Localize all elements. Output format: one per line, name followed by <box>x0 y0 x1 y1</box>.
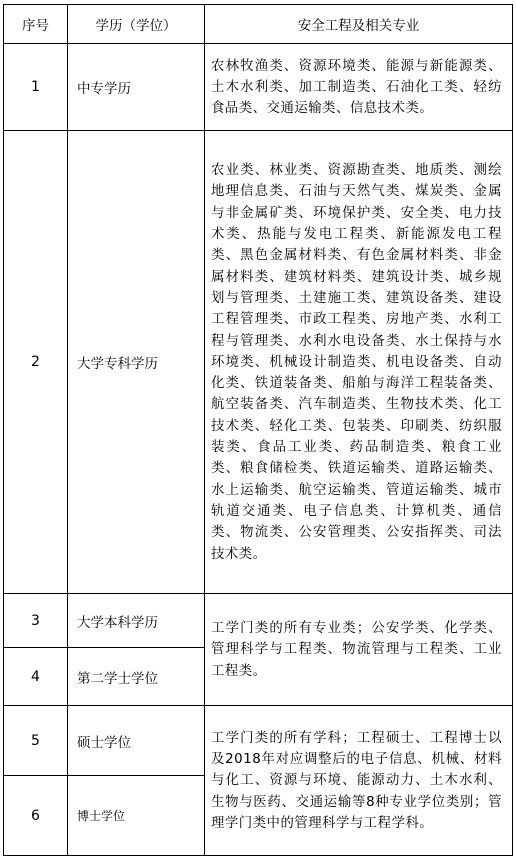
degree-cell: 中专学历 <box>68 44 205 131</box>
table-row <box>4 594 513 648</box>
degree-cell: 第二学士学位 <box>68 648 205 706</box>
row-number: 6 <box>4 776 68 856</box>
safety-engineering-table <box>3 4 513 856</box>
majors-cell: 农林牧渔类、资源环境类、能源与新能源类、土木水利类、加工制造类、石油化工类、轻纺食品类、交通运输类、信息技术类。 <box>205 44 513 131</box>
header-majors: 安全工程及相关专业 <box>205 5 513 44</box>
degree-cell: 博士学位 <box>68 776 205 856</box>
header-degree: 学历（学位） <box>68 5 205 44</box>
header-seq: 序号 <box>4 5 68 44</box>
row-number: 1 <box>4 44 68 131</box>
majors-cell: 农业类、林业类、资源勘查类、地质类、测绘地理信息类、石油与天然气类、煤炭类、金属与非金属矿类、环境保护类、安全类、电力技术类、热能与发电工程类、新能源发电工程类、黑色金属材料类、有色金属材料类、非金属材料类、建筑材料类、建筑设计类、城乡规划与管理类、土建施工类、建筑设备类、建设工程管理类、市政工程类、房地产类、水利工程与管理类、水利水电设备类、水土保持与水环境类、机械设计制造类、机电设备类、自动化类、铁道装备类、船舶与海洋工程装备类、航空装备类、汽车制造类、生物技术类、化工技术类、轻化工类、包装类、印刷类、纺织服装类、食品工业类、药品制造类、粮食工业类、粮食储检类、铁道运输类、道路运输类、水上运输类、航空运输类、管道运输类、城市轨道交通类、电子信息类、计算机类、通信类、物流类、公安管理类、公安指挥类、司法技术类。 <box>205 131 513 594</box>
degree-cell: 硕士学位 <box>68 706 205 776</box>
table-row <box>4 706 513 776</box>
row-number: 2 <box>4 131 68 594</box>
degree-cell: 大学专科学历 <box>68 131 205 594</box>
degree-cell: 大学本科学历 <box>68 594 205 648</box>
row-number: 4 <box>4 648 68 706</box>
majors-cell-merged: 工学门类的所有专业类；公安学类、化学类、管理科学与工程类、物流管理与工程类、工业工程类。 <box>205 594 513 706</box>
table-row <box>4 131 513 594</box>
row-number: 3 <box>4 594 68 648</box>
majors-cell-merged: 工学门类的所有学科；工程硕士、工程博士以及2018年对应调整后的电子信息、机械、材料与化工、资源与环境、能源动力、土木水利、生物与医药、交通运输等8种专业学位类别；管理学门类中的管理科学与工程学科。 <box>205 706 513 856</box>
header-row <box>4 5 513 44</box>
row-number: 5 <box>4 706 68 776</box>
table-row <box>4 44 513 131</box>
